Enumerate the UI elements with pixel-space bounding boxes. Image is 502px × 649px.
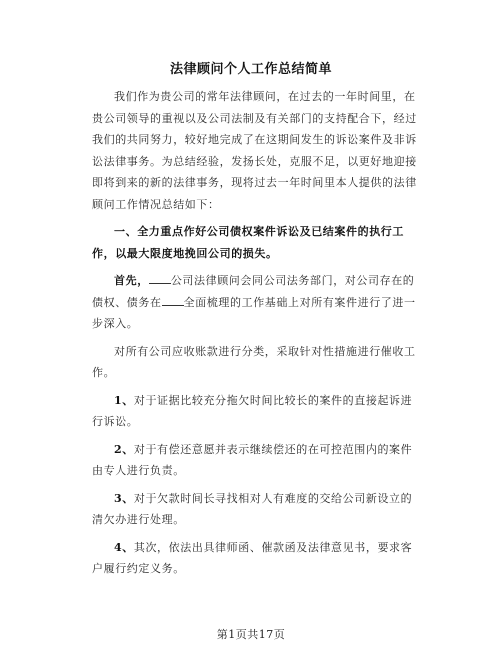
paragraph-section-one: 一、全力重点作好公司债权案件诉讼及已结案件的执行工作，以最大限度地挽回公司的损失。 [92, 225, 404, 260]
blank-line [149, 273, 171, 284]
item-1-text: 对于证据比较充分拖欠时间比较长的案件的直接起诉进行诉讼。 [92, 393, 413, 428]
paragraph-first-text-a: 公司法律顾问会同公司法务部门，对公司存在的债权、债务在 [92, 274, 415, 309]
paragraph-item-4 [92, 537, 422, 580]
paragraph-item-3 [92, 488, 422, 531]
paragraph-item-1 [92, 390, 422, 433]
page-number: 第1页共17页 [216, 628, 286, 641]
paragraph-classify: 对所有公司应收账款进行分类，采取针对性措施进行催收工作。 [92, 344, 416, 379]
paragraph-item-2 [92, 439, 422, 482]
paragraph-first [92, 270, 422, 335]
document-title: 法律顾问个人工作总结简单 [169, 62, 332, 77]
item-3-text: 对于欠款时间长寻找相对人有难度的交给公司新设立的清欠办进行处理。 [92, 491, 413, 526]
item-2-text: 对于有偿还意愿并表示继续偿还的在可控范围内的案件由专人进行负责。 [92, 442, 413, 477]
paragraph-first-text-b: 全面梳理的工作基础上对所有案件进行了进一步深入。 [92, 295, 416, 330]
blank-line [162, 295, 184, 306]
item-4-number: 4、 [114, 540, 134, 554]
paragraph-intro: 我们作为贵公司的常年法律顾问，在过去的一年时间里，在贵公司领导的重视以及公司法制及有关部门的支持配合下，经过我们的共同努力，较好地完成了在这期间发生的诉讼案件及非诉讼法律事务。为总结经验，发扬长处，克服不足，以更好地迎接即将到来的新的法律事务，现将过去一年时间里本人提供的法律顾问工作情况总结如下： [92, 90, 417, 211]
item-2-number: 2、 [114, 442, 134, 456]
item-1-number: 1、 [114, 393, 134, 407]
paragraph-first-lead: 首先， [114, 274, 149, 287]
item-3-number: 3、 [114, 491, 134, 505]
item-4-text: 其次，依法出具律师函、催款函及法律意见书，要求客户履行约定义务。 [92, 540, 413, 575]
document-body [92, 86, 422, 580]
